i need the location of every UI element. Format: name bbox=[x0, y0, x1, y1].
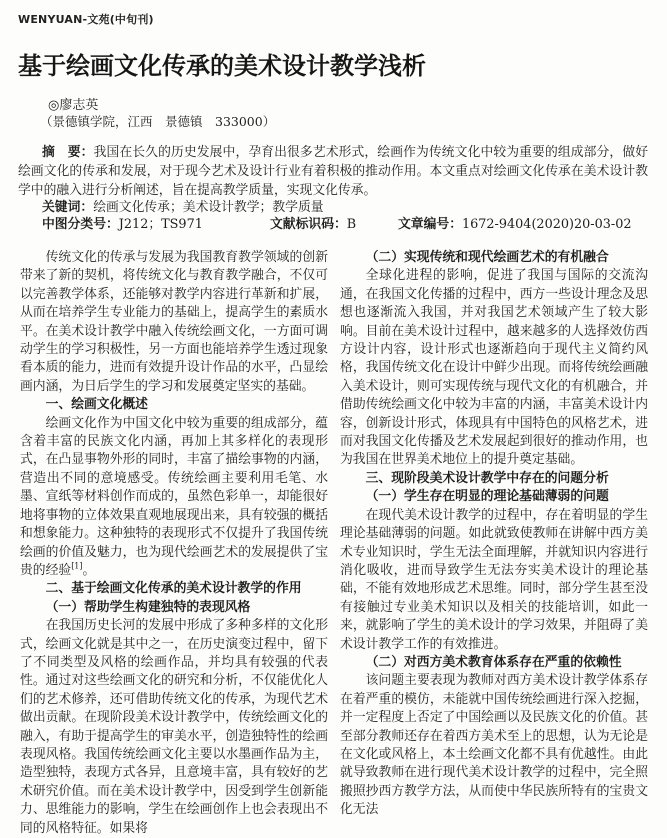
section-1-text-end: 。 bbox=[82, 562, 96, 578]
keywords bbox=[42, 199, 642, 217]
section-3-heading: 三、现阶段美术设计教学中存在的问题分析 bbox=[365, 470, 609, 486]
left-column bbox=[20, 249, 328, 836]
document-code-value: B bbox=[346, 217, 357, 232]
article-number bbox=[398, 216, 632, 234]
journal-header: WENYUAN-文苑(中旬刊) bbox=[18, 13, 154, 26]
section-3-2-paragraph: 该问题主要表现为教师对西方美术设计教学体系存在着严重的模仿，未能就中国传统绘画进行深入挖掘，并一定程度上否定了中国绘画以及民族文化的价值。甚至部分教师还存在着西方美术至上的思想，认为无论是在文化或风格上，本土绘画文化都不具有优越性。由此就导致教师在进行现代美术设计教学的过程中，完全照搬照抄西方教学方法，从而使中华民族所特有的宝贵文化无法 bbox=[340, 673, 648, 818]
author-affiliation: （景德镇学院，江西 景德镇 333000） bbox=[40, 114, 276, 129]
intro-paragraph: 传统文化的传承与发展为我国教育教学领域的创新带来了新的契机，将传统文化与教育教学融合，不仅可以完善教学体系，还能够对教学内容进行革新和扩展，从而在培养学生专业能力的基础上，提高学生的素质水平。在美术设计教学中融入传统绘画文化，一方面可调动学生的学习积极性，另一方面也能培养学生透过现象看本质的能力，进而有效提升设计作品的水平，凸显绘画内涵，为日后学生的学习和发展奠定坚实的基础。 bbox=[20, 250, 328, 394]
section-3-2-heading: （二）对西方美术教育体系存在严重的依赖性 bbox=[365, 654, 622, 670]
right-column bbox=[340, 249, 648, 818]
section-1-paragraph bbox=[20, 415, 328, 581]
clc-label: 中图分类号： bbox=[42, 217, 119, 232]
section-3-1-paragraph: 在现代美术设计教学的过程中，存在着明显的学生理论基础薄弱的问题。如此就致使教师在讲解中西方美术专业知识时，学生无法全面理解，并就知识内容进行消化吸收，进而导致学生无法夯实美术设计的理论基础，不能有效地形成艺术思维。同时，部分学生甚至没有接触过专业美术知识以及相关的技能培训，如此一来，就影响了学生的美术设计的学习效果，并阻碍了美术设计教学工作的有效推进。 bbox=[340, 507, 648, 652]
citation-ref: [1] bbox=[71, 561, 83, 571]
section-2-1-heading: （一）帮助学生构建独特的表现风格 bbox=[45, 599, 251, 615]
abstract bbox=[18, 143, 648, 200]
clc-value: J212；TS971 bbox=[118, 217, 203, 232]
article-number-value: 1672-9404(2020)20-03-02 bbox=[461, 217, 632, 232]
section-2-heading: 二、基于绘画文化传承的美术设计教学的作用 bbox=[45, 581, 302, 597]
section-1-text: 绘画文化作为中国文化中较为重要的组成部分，蕴含着丰富的民族文化内涵，再加上其多样化的表现形式，在凸显事物外形的同时，丰富了描绘事物的内涵，营造出不同的意境感受。传统绘画主要利用毛笔、水墨、宣纸等材料创作而成的，虽然色彩单一，却能很好地将事物的立体效果直观地展现出来，具有较强的概括和想象能力。这种独特的表现形式不仅提升了我国传统绘画的价值及魅力，也为现代绘画艺术的发展提供了宝贵的经验 bbox=[20, 415, 328, 578]
document-code-label: 文献标识码： bbox=[270, 217, 347, 232]
section-2-2-heading: （二）实现传统和现代绘画艺术的有机融合 bbox=[365, 250, 609, 265]
keywords-label: 关键词： bbox=[42, 200, 94, 215]
abstract-label: 摘 要： bbox=[42, 145, 94, 160]
section-1-heading: 一、绘画文化概述 bbox=[45, 397, 148, 413]
author-name: ◎廖志英 bbox=[48, 98, 99, 113]
paper-title: 基于绘画文化传承的美术设计教学浅析 bbox=[18, 51, 426, 80]
article-number-label: 文章编号： bbox=[398, 217, 462, 232]
abstract-text: 我国在长久的历史发展中，孕育出很多艺术形式，绘画作为传统文化中较为重要的组成部分，做好绘画文化的传承和发展，对于现今艺术及设计行业有着积极的推动作用。本文重点对绘画文化传承在美术设计教学中的融入进行分析阐述，旨在提高教学质量，实现文化传承。 bbox=[18, 145, 649, 198]
keywords-text: 绘画文化传承；美术设计教学；教学质量 bbox=[93, 200, 324, 215]
section-2-2-paragraph: 全球化进程的影响，促进了我国与国际的交流沟通，在我国文化传播的过程中，西方一些设计理念及思想也逐渐流入我国，并对我国艺术领域产生了较大影响。目前在美术设计过程中，越来越多的人选择效仿西方设计内容，设计形式也逐渐趋向于现代主义简约风格，我国传统文化在设计中鲜少出现。而将传统绘画融入美术设计，则可实现传统与现代文化的有机融合，并借助传统绘画文化中较为丰富的内涵，丰富美术设计内容，创新设计形式，体现具有中国特色的风格艺术，进而对我国文化传播及艺术发展起到很好的推动作用，也为我国在世界美术地位上的提升奠定基础。 bbox=[340, 268, 648, 468]
article-meta bbox=[0, 216, 667, 234]
document-code bbox=[270, 216, 356, 234]
section-3-1-heading: （一）学生存在明显的理论基础薄弱的问题 bbox=[365, 489, 609, 505]
section-2-1-paragraph: 在我国历史长河的发展中形成了多种多样的文化形式，绘画文化就是其中之一，在历史演变过程中，留下了不同类型及风格的绘画作品，并均具有较强的代表性。通过对这些绘画文化的研究和分析，不仅能优化人们的艺术修养，还可借助传统文化的传承，为现代艺术做出贡献。在现阶段美术设计教学中，传统绘画文化的融入，有助于提高学生的审美水平，创造独特性的绘画表现风格。我国传统绘画文化主要以水墨画作品为主，造型独特，表现方式各异，且意境丰富，具有较好的艺术研究价值。而在美术设计教学中，因受到学生创新能力、思维能力的影响，学生在绘画创作上也会表现出不同的风格特征。如果将 bbox=[20, 618, 328, 836]
clc-number bbox=[42, 216, 203, 234]
